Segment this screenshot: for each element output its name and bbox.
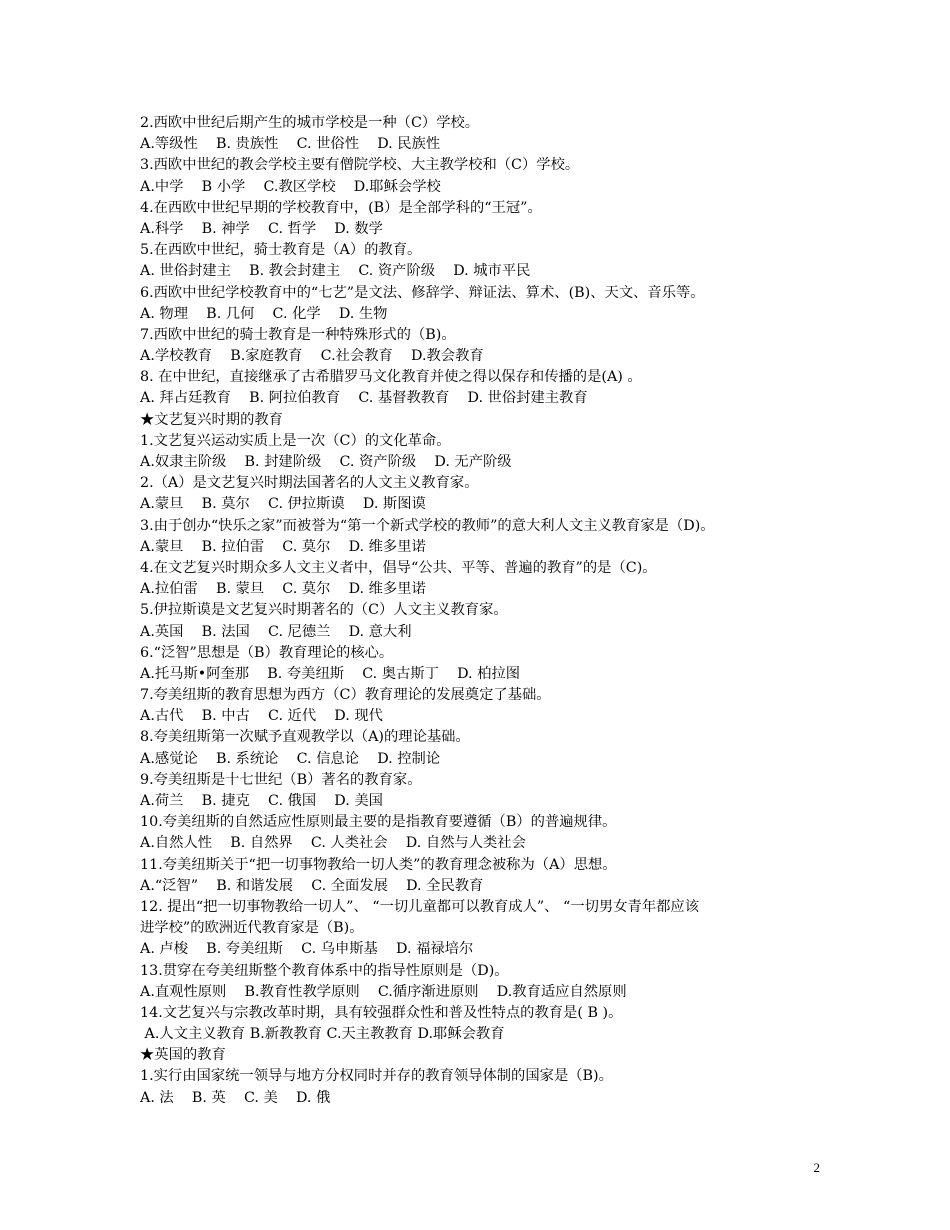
question-line: 12. 提出“把一切事物教给一切人”、 “一切儿童都可以教育成人”、 “一切男女青年都应该 (140, 898, 700, 915)
answer-options-line: A.“泛智” B. 和谐发展 C. 全面发展 D. 全民教育 (140, 877, 484, 894)
question-line: 13.贯穿在夸美纽斯整个教育体系中的指导性原则是（D)。 (140, 962, 509, 979)
question-line: 1.实行由国家统一领导与地方分权同时并存的教育领导体制的国家是（B)。 (140, 1068, 613, 1085)
answer-options-line: A.蒙旦 B. 莫尔 C. 伊拉斯谟 D. 斯图谟 (140, 496, 426, 513)
answer-options-line: A.托马斯•阿奎那 B. 夸美纽斯 C. 奥古斯丁 D. 柏拉图 (140, 665, 521, 682)
question-line: 10.夸美纽斯的自然适应性原则最主要的是指教育要遵循（B）的普遍规律。 (140, 814, 617, 831)
question-line: 7.夸美纽斯的教育思想为西方（C）教育理论的发展奠定了基础。 (140, 687, 551, 704)
section-heading: ★英国的教育 (140, 1047, 226, 1064)
question-line: 6.西欧中世纪学校教育中的“七艺”是文法、修辞学、辩证法、算术、(B)、天文、音乐等。 (140, 284, 705, 301)
answer-options-line: A.古代 B. 中古 C. 近代 D. 现代 (140, 708, 383, 725)
question-line: 1.文艺复兴运动实质上是一次（C）的文化革命。 (140, 432, 451, 449)
question-line: 2.（A）是文艺复兴时期法国著名的人文主义教育家。 (140, 475, 479, 492)
question-line: 7.西欧中世纪的骑士教育是一种特殊形式的（B)。 (140, 326, 456, 343)
question-line: 5.在西欧中世纪，骑士教育是（A）的教育。 (140, 242, 422, 259)
question-line: 进学校”的欧洲近代教育家是（B)。 (140, 920, 364, 937)
question-line: 2.西欧中世纪后期产生的城市学校是一种（C）学校。 (140, 115, 480, 131)
section-heading: ★文艺复兴时期的教育 (140, 411, 283, 428)
answer-options-line: A.学校教育 B.家庭教育 C.社会教育 D.教会教育 (140, 348, 484, 365)
question-line: 5.伊拉斯谟是文艺复兴时期著名的（C）人文主义教育家。 (140, 602, 508, 619)
answer-options-line: A. 卢梭 B. 夸美纽斯 C. 乌申斯基 D. 福禄培尔 (140, 941, 474, 958)
answer-options-line: A.人文主义教育 B.新教教育 C.天主教教育 D.耶稣会教育 (140, 1026, 505, 1043)
question-line: 8. 在中世纪，直接继承了古希腊罗马文化教育并使之得以保存和传播的是(A) 。 (140, 369, 642, 386)
answer-options-line: A. 世俗封建主 B. 教会封建主 C. 资产阶级 D. 城市平民 (140, 263, 531, 280)
question-line: 3.西欧中世纪的教会学校主要有僧院学校、大主教学校和（C）学校。 (140, 157, 580, 174)
question-line: 4.在西欧中世纪早期的学校教育中，(B）是全部学科的“王冠”。 (140, 199, 542, 216)
answer-options-line: A.感觉论 B. 系统论 C. 信息论 D. 控制论 (140, 750, 441, 767)
question-line: 4.在文艺复兴时期众多人文主义者中，倡导“公共、平等、普遍的教育”的是（C)。 (140, 559, 657, 576)
answer-options-line: A.等级性 B. 贵族性 C. 世俗性 D. 民族性 (140, 136, 441, 153)
answer-options-line: A.蒙旦 B. 拉伯雷 C. 莫尔 D. 维多里诺 (140, 538, 426, 555)
answer-options-line: A.中学 B 小学 C.教区学校 D.耶稣会学校 (140, 178, 441, 195)
answer-options-line: A. 拜占廷教育 B. 阿拉伯教育 C. 基督教教育 D. 世俗封建主教育 (140, 390, 588, 407)
question-line: 9.夸美纽斯是十七世纪（B）著名的教育家。 (140, 771, 422, 788)
answer-options-line: A.荷兰 B. 捷克 C. 俄国 D. 美国 (140, 793, 383, 809)
question-line: 6.“泛智”思想是（B）教育理论的核心。 (140, 644, 394, 661)
answer-options-line: A.英国 B. 法国 C. 尼德兰 D. 意大利 (140, 623, 412, 640)
answer-options-line: A. 法 B. 英 C. 美 D. 俄 (140, 1089, 331, 1106)
answer-options-line: A.科学 B. 神学 C. 哲学 D. 数学 (140, 220, 383, 237)
question-line: 14.文艺复兴与宗教改革时期，具有较强群众性和普及性特点的教育是( B )。 (140, 1004, 623, 1021)
answer-options-line: A.奴隶主阶级 B. 封建阶级 C. 资产阶级 D. 无产阶级 (140, 454, 512, 470)
page-number: 2 (813, 1160, 820, 1175)
question-line: 11.夸美纽斯关于“把一切事物教给一切人类”的教育理念被称为（A）思想。 (140, 856, 617, 873)
answer-options-line: A. 物理 B. 几何 C. 化学 D. 生物 (140, 305, 388, 322)
answer-options-line: A.拉伯雷 B. 蒙旦 C. 莫尔 D. 维多里诺 (140, 581, 426, 598)
answer-options-line: A.自然人性 B. 自然界 C. 人类社会 D. 自然与人类社会 (140, 835, 526, 852)
question-line: 3.由于创办“快乐之家”而被誉为“第一个新式学校的教师”的意大利人文主义教育家是（D)。 (140, 517, 715, 534)
question-line: 8.夸美纽斯第一次赋予直观教学以（A)的理论基础。 (140, 729, 470, 746)
document-body (140, 113, 820, 1109)
answer-options-line: A.直观性原则 B.教育性教学原则 C.循序渐进原则 D.教育适应自然原则 (140, 983, 627, 1000)
